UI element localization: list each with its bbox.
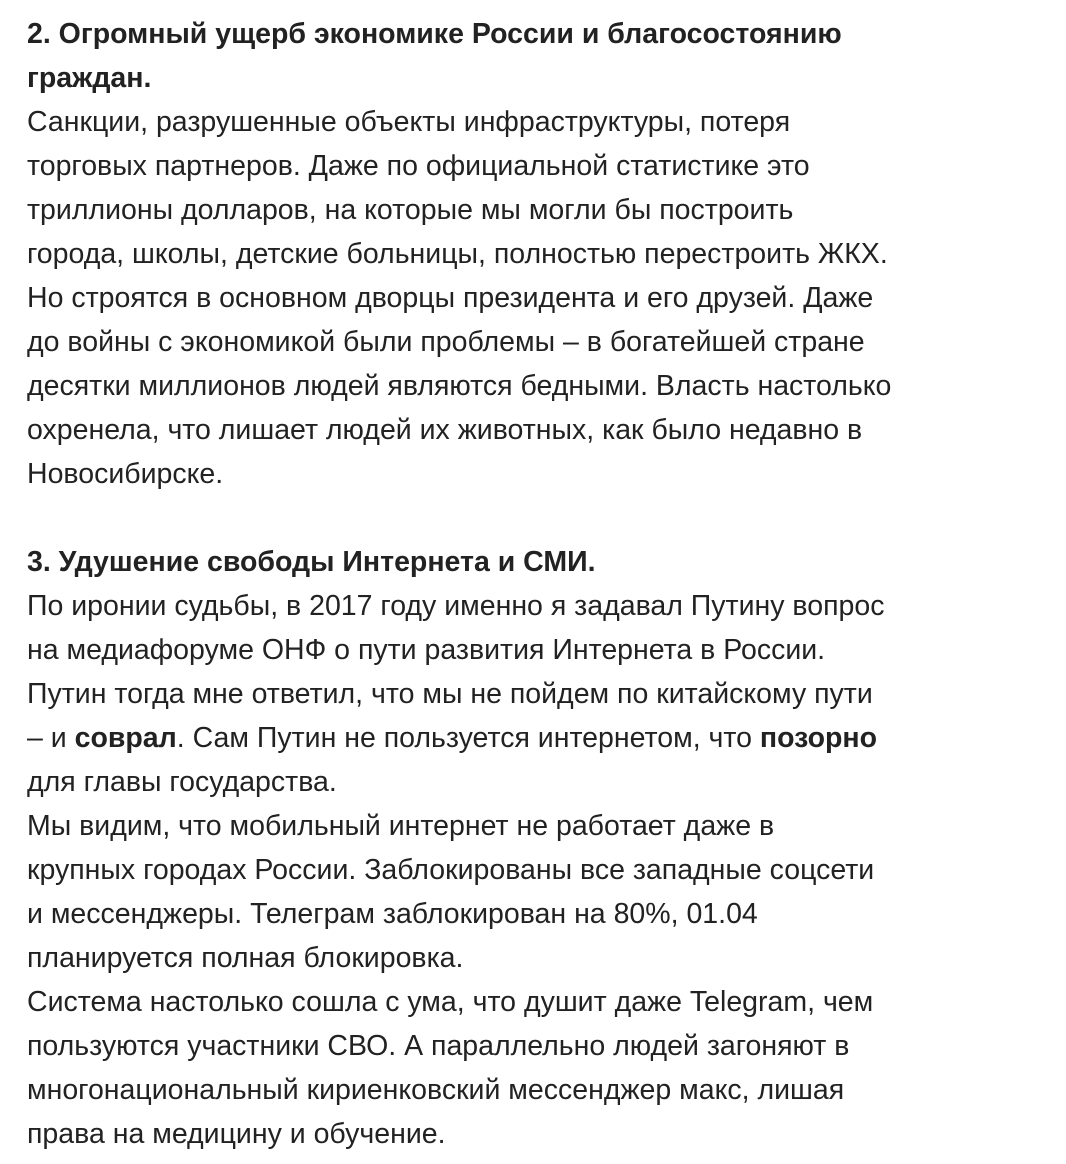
text-line: Но строятся в основном дворцы президента и его друзей. Даже (27, 282, 874, 314)
text-line-mixed (27, 716, 1056, 760)
text-segment: . Сам Путин не пользуется интернетом, что (176, 722, 760, 754)
text-line: города, школы, детские больницы, полностью перестроить ЖКХ. (27, 238, 888, 270)
text-line: до войны с экономикой были проблемы – в богатейшей стране (27, 326, 865, 358)
text-line: для главы государства. (27, 766, 337, 798)
text-line: планируется полная блокировка. (27, 942, 464, 974)
section-2 (27, 12, 1056, 496)
bold-word: позорно (759, 722, 878, 754)
text-line: Система настолько сошла с ума, что душит даже Telegram, чем (27, 986, 874, 1018)
document-body (27, 12, 1056, 1156)
section-heading: граждан. (27, 62, 152, 94)
text-line: По иронии судьбы, в 2017 году именно я задавал Путину вопрос (27, 590, 885, 622)
text-line: охренела, что лишает людей их животных, как было недавно в (27, 414, 863, 446)
text-line: Путин тогда мне ответил, что мы не пойдем по китайскому пути (27, 678, 873, 710)
text-segment: – и (27, 722, 75, 754)
text-line: Мы видим, что мобильный интернет не работает даже в (27, 810, 775, 842)
text-line: триллионы долларов, на которые мы могли бы построить (27, 194, 794, 226)
text-line: десятки миллионов людей являются бедными. Власть настолько (27, 370, 892, 402)
text-line: Новосибирске. (27, 458, 224, 490)
text-line: и мессенджеры. Телеграм заблокирован на 80%, 01.04 (27, 898, 758, 930)
section-3 (27, 540, 1056, 1156)
text-line: права на медицину и обучение. (27, 1118, 446, 1150)
section-heading: 2. Огромный ущерб экономике России и благосостоянию (27, 18, 842, 50)
text-line: Санкции, разрушенные объекты инфраструктуры, потеря (27, 106, 791, 138)
section-heading: 3. Удушение свободы Интернета и СМИ. (27, 546, 596, 578)
bold-word: соврал (74, 722, 177, 754)
text-line: пользуются участники СВО. А параллельно людей загоняют в (27, 1030, 850, 1062)
paragraph-gap (27, 496, 1056, 540)
text-line: на медиафоруме ОНФ о пути развития Интернета в России. (27, 634, 826, 666)
text-line: многонациональный кириенковский мессенджер макс, лишая (27, 1074, 845, 1106)
text-line: крупных городах России. Заблокированы все западные соцсети (27, 854, 875, 886)
text-line: торговых партнеров. Даже по официальной статистике это (27, 150, 810, 182)
